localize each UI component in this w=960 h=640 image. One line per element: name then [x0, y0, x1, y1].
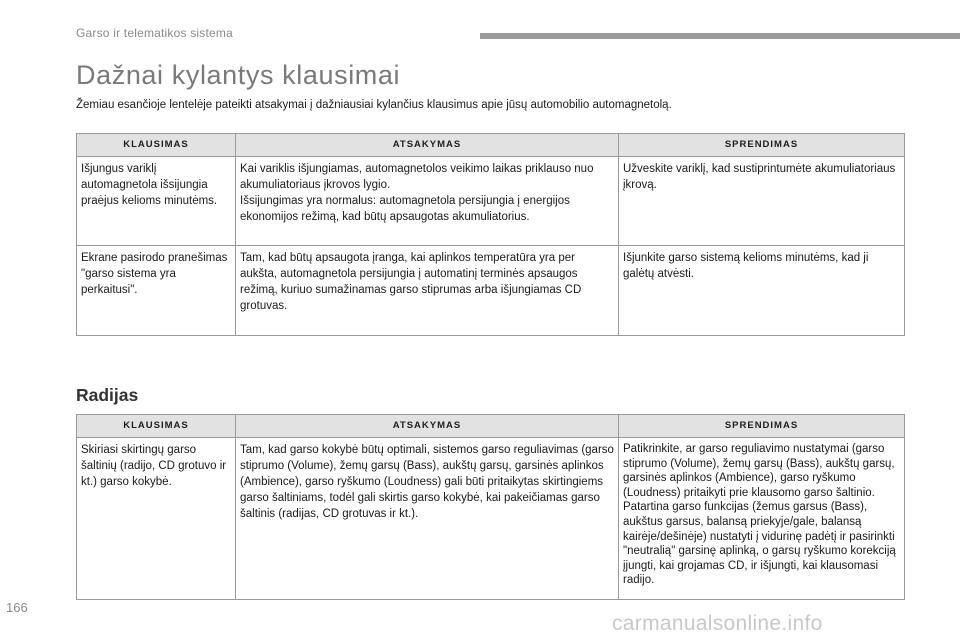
table-header-row [77, 134, 905, 157]
answer-cell: Tam, kad garso kokybė būtų optimali, sistemos garso reguliavimas (garso stiprumo (Volume), žemų garsų (Bass), aukštų garsų, garsinės aplinkos (Ambience), garso ryškumo (Loudness) gali būti pritaikytas skirtingiems garso šaltiniams, todėl gali skirtis garso kokybė, kai pakeičiamas garso šaltinis (radijas, CD grotuvas ir kt.). [236, 438, 619, 600]
question-cell: Ekrane pasirodo pranešimas "garso sistema yra perkaitusi". [77, 246, 236, 336]
column-header-solution: SPRENDIMAS [619, 415, 905, 438]
question-cell: Išjungus variklį automagnetola išsijungia praėjus kelioms minutėms. [77, 157, 236, 246]
section-title-radio: Radijas [76, 385, 139, 405]
solution-cell: Patikrinkite, ar garso reguliavimo nustatymai (garso stiprumo (Volume), žemų garsų (Bass), aukštų garsų, garsinės aplinkos (Ambience), garso ryškumo (Loudness) pritaikyti prie klausomo garso šaltinio. Patartina garso funkcijas (žemus garsus (Bass), aukštus garsus, balansą priekyje/gale, balansą kairėje/dešinėje) nustatyti į vidurinę padėtį ir pasirinkti "neutralią" garsinę aplinką, o garsų ryškumo korekciją įjungti, kai grojamas CD, ir išjungti, kai klausomasi radijo. [619, 438, 905, 600]
column-header-solution: SPRENDIMAS [619, 134, 905, 157]
faq-table-general [76, 133, 905, 336]
running-header: Garso ir telematikos sistema [76, 26, 233, 40]
answer-cell: Kai variklis išjungiamas, automagnetolos veikimo laikas priklauso nuo akumuliatoriaus įkrovos lygio. Išsijungimas yra normalus: automagnetola persijungia į energijos ekonomijos režimą, kad būtų apsaugotas akumuliatorius. [236, 157, 619, 246]
column-header-question: KLAUSIMAS [77, 415, 236, 438]
watermark: carmanualsonline.info [612, 612, 823, 635]
table-header-row [77, 415, 905, 438]
column-header-question: KLAUSIMAS [77, 134, 236, 157]
question-cell: Skiriasi skirtingų garso šaltinių (radijo, CD grotuvo ir kt.) garso kokybė. [77, 438, 236, 600]
table-row [77, 246, 905, 336]
solution-cell: Išjunkite garso sistemą kelioms minutėms, kad ji galėtų atvėsti. [619, 246, 905, 336]
answer-cell: Tam, kad būtų apsaugota įranga, kai aplinkos temperatūra yra per aukšta, automagnetola persijungia į automatinį terminės apsaugos režimą, kuriuo sumažinamas garso stiprumas arba išjungiamas CD grotuvas. [236, 246, 619, 336]
header-bar [480, 33, 960, 39]
table-row [77, 157, 905, 246]
column-header-answer: ATSAKYMAS [236, 134, 619, 157]
faq-table-radio [76, 414, 905, 600]
page-title: Dažnai kylantys klausimai [76, 60, 401, 90]
intro-text: Žemiau esančioje lentelėje pateikti atsakymai į dažniausiai kylančius klausimus apie jūsų automobilio automagnetolą. [76, 99, 672, 111]
solution-cell: Užveskite variklį, kad sustiprintumėte akumuliatoriaus įkrovą. [619, 157, 905, 246]
column-header-answer: ATSAKYMAS [236, 415, 619, 438]
table-row [77, 438, 905, 600]
page-number: 166 [6, 600, 28, 615]
